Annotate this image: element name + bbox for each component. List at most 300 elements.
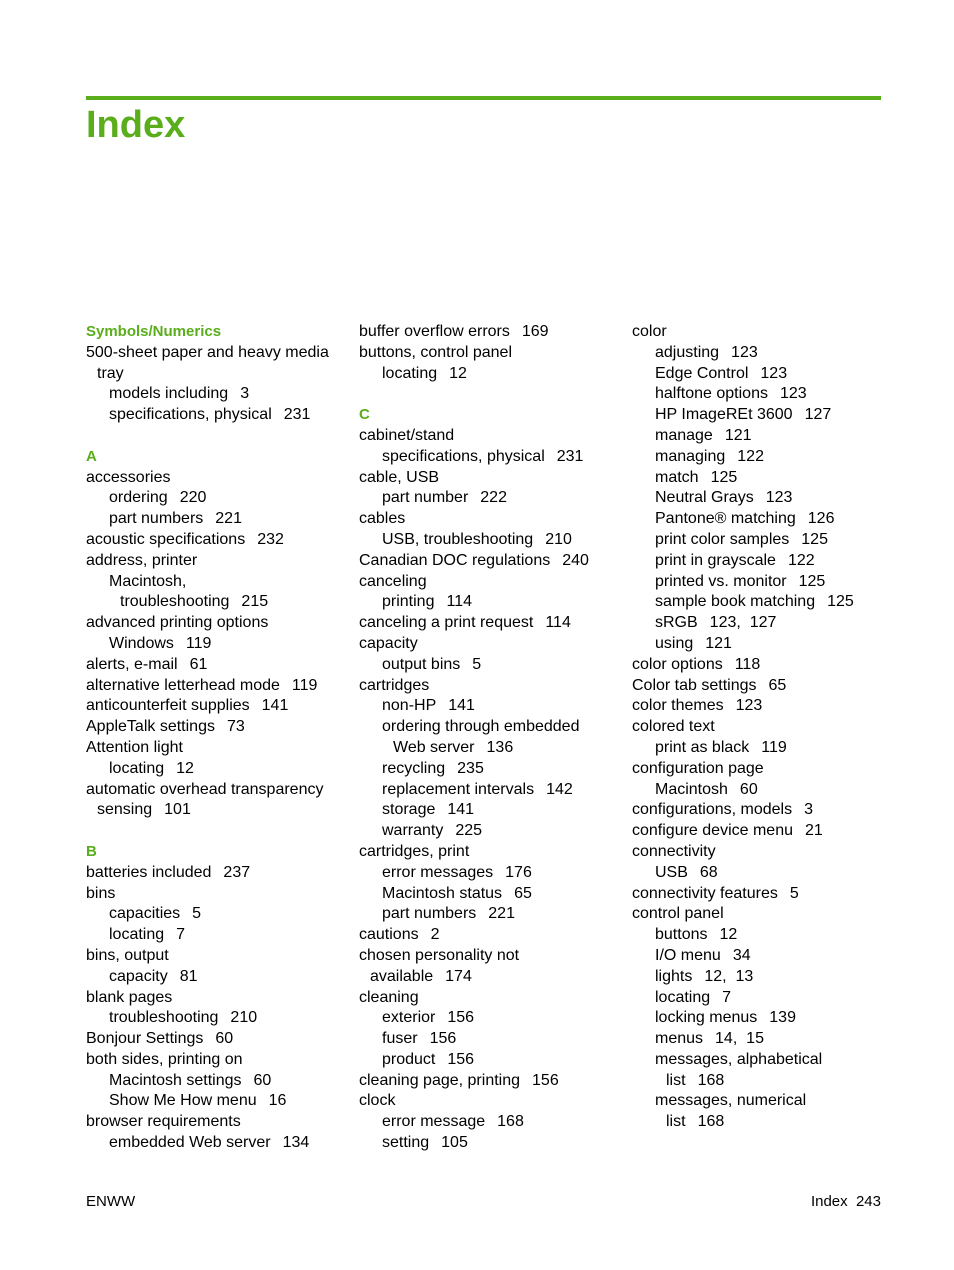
index-entry <box>632 904 894 925</box>
index-entry <box>86 530 348 551</box>
index-entry <box>632 800 894 821</box>
index-subentry <box>632 634 894 655</box>
index-term: batteries included <box>86 863 212 881</box>
index-entry <box>86 863 348 884</box>
index-entry <box>632 759 894 780</box>
index-section-heading: A <box>86 447 97 465</box>
index-term: messages, numerical <box>655 1092 807 1110</box>
index-term: error message <box>382 1113 486 1131</box>
index-term: HP ImageREt 3600 <box>655 406 793 424</box>
index-term: using <box>655 634 694 652</box>
footer-left: ENWW <box>86 1193 136 1210</box>
page-reference[interactable]: 12 <box>449 364 467 382</box>
page-reference[interactable]: 60 <box>739 780 758 798</box>
page-reference[interactable]: 176 <box>505 863 532 881</box>
index-column-1 <box>86 322 348 1154</box>
index-subentry <box>359 863 621 884</box>
index-term: colored text <box>632 718 715 736</box>
index-term: storage <box>382 801 436 819</box>
index-term: buttons, control panel <box>359 343 512 361</box>
index-term: bins, output <box>86 946 169 964</box>
page-reference[interactable]: 12 <box>176 759 194 777</box>
page-reference[interactable]: 174 <box>445 967 472 985</box>
index-subentry <box>632 447 894 468</box>
index-entry <box>359 343 621 364</box>
index-term: part numbers <box>382 905 477 923</box>
page-reference[interactable]: 240 <box>562 551 589 569</box>
index-entry <box>359 509 621 530</box>
page-reference[interactable]: 121 <box>705 634 732 652</box>
index-entry <box>86 696 348 717</box>
index-term: printing <box>382 593 435 611</box>
page-reference[interactable]: 118 <box>734 655 761 673</box>
page-reference[interactable]: 231 <box>283 406 311 424</box>
index-term: part numbers <box>109 510 204 528</box>
index-subentry <box>359 738 621 759</box>
index-term: tray <box>97 364 124 382</box>
page-reference[interactable]: 125 <box>710 468 738 486</box>
index-subentry <box>359 780 621 801</box>
page-reference[interactable]: 141 <box>447 801 475 819</box>
index-term: cleaning page, printing <box>359 1071 521 1089</box>
page-reference[interactable]: 156 <box>429 1030 457 1048</box>
index-subentry <box>632 509 894 530</box>
index-entry <box>632 884 894 905</box>
index-term: I/O menu <box>655 946 721 964</box>
index-term: buttons <box>655 926 708 944</box>
index-entry <box>359 946 621 967</box>
page-reference[interactable]: 221 <box>488 905 515 923</box>
index-term: ordering through embedded <box>382 718 580 736</box>
index-entry <box>359 676 621 697</box>
page-reference[interactable]: 168 <box>497 1113 524 1131</box>
page-reference[interactable]: 221 <box>215 510 242 528</box>
index-term: Canadian DOC regulations <box>359 551 551 569</box>
index-subentry <box>359 1050 621 1071</box>
index-term: error messages <box>382 863 494 881</box>
index-subentry <box>359 800 621 821</box>
page-reference[interactable]: 125 <box>827 593 854 611</box>
index-entry <box>632 717 894 738</box>
index-subentry <box>359 447 621 468</box>
index-entry <box>86 343 348 364</box>
index-term: warranty <box>382 822 444 840</box>
index-subentry <box>359 1112 621 1133</box>
index-term: color options <box>632 655 723 673</box>
page-reference[interactable]: 65 <box>768 676 787 694</box>
index-term: cable, USB <box>359 468 440 486</box>
index-term: Show Me How menu <box>109 1092 257 1110</box>
page-reference[interactable]: 142 <box>546 780 573 798</box>
index-term: USB, troubleshooting <box>382 530 534 548</box>
page-reference[interactable]: 21 <box>804 822 823 840</box>
page-reference[interactable]: 168 <box>697 1071 725 1089</box>
page-reference[interactable]: 125 <box>798 572 826 590</box>
index-term: print in grayscale <box>655 551 776 569</box>
index-term: sRGB <box>655 614 698 632</box>
index-term: bins <box>86 884 116 902</box>
page-reference[interactable]: 61 <box>189 655 208 673</box>
index-subentry <box>359 530 621 551</box>
page-reference[interactable]: 73 <box>226 718 245 736</box>
page-reference[interactable]: 232 <box>257 530 284 548</box>
index-term: cabinet/stand <box>359 426 455 444</box>
index-entry <box>359 1091 621 1112</box>
index-entry <box>86 780 348 801</box>
index-section-heading: B <box>86 842 97 860</box>
index-term: locating <box>382 364 438 382</box>
index-subentry <box>359 592 621 613</box>
page-reference[interactable]: 3 <box>804 801 813 819</box>
page-reference[interactable]: 156 <box>447 1050 475 1068</box>
index-term: browser requirements <box>86 1113 241 1131</box>
page-reference[interactable]: 114 <box>446 593 472 611</box>
index-term: printed vs. monitor <box>655 572 787 590</box>
index-subentry <box>359 1133 621 1154</box>
index-term: specifications, physical <box>109 406 272 424</box>
index-term: embedded Web server <box>109 1134 271 1152</box>
index-term: configure device menu <box>632 822 793 840</box>
page-reference[interactable]: 141 <box>261 697 289 715</box>
index-entry <box>86 946 348 967</box>
index-term: recycling <box>382 759 446 777</box>
index-term: non-HP <box>382 697 437 715</box>
index-term: setting <box>382 1134 430 1152</box>
index-term: models including <box>109 385 229 403</box>
index-entry <box>86 551 348 572</box>
section-spacer <box>359 384 621 405</box>
index-term: troubleshooting <box>120 593 230 611</box>
index-term: halftone options <box>655 385 768 403</box>
page-reference[interactable]: 5 <box>789 884 799 902</box>
index-column-2 <box>359 322 621 1154</box>
page-reference[interactable]: 141 <box>448 697 475 715</box>
index-subentry <box>632 592 894 613</box>
page-reference[interactable]: 12, 13 <box>704 967 754 985</box>
index-entry <box>632 821 894 842</box>
index-term: Edge Control <box>655 364 749 382</box>
index-entry <box>86 364 348 385</box>
index-term: connectivity <box>632 842 716 860</box>
index-entry <box>359 322 621 343</box>
index-term: Bonjour Settings <box>86 1030 204 1048</box>
index-entry <box>86 800 348 821</box>
index-term: AppleTalk settings <box>86 718 215 736</box>
index-subentry <box>359 904 621 925</box>
page-title: Index <box>86 104 186 146</box>
index-subentry <box>359 655 621 676</box>
page-reference[interactable]: 119 <box>291 676 318 694</box>
index-term: exterior <box>382 1009 436 1027</box>
index-term: Web server <box>393 738 475 756</box>
index-entry <box>632 322 894 343</box>
index-subentry <box>359 696 621 717</box>
index-term: control panel <box>632 905 724 923</box>
index-subentry <box>86 1071 348 1092</box>
page-reference[interactable]: 139 <box>769 1009 796 1027</box>
page-reference[interactable]: 34 <box>732 946 751 964</box>
page-reference[interactable]: 215 <box>241 593 269 611</box>
index-entry <box>359 967 621 988</box>
index-term: manage <box>655 426 713 444</box>
index-subentry <box>359 1008 621 1029</box>
index-entry <box>86 676 348 697</box>
index-term: output bins <box>382 655 461 673</box>
index-subentry <box>632 1091 894 1112</box>
index-section-heading: Symbols/Numerics <box>86 323 222 340</box>
page-reference[interactable]: 12 <box>719 926 738 944</box>
index-subentry <box>632 343 894 364</box>
index-subentry <box>86 509 348 530</box>
page-reference[interactable]: 119 <box>185 634 212 652</box>
page-reference[interactable]: 123 <box>779 385 807 403</box>
index-term: Color tab settings <box>632 676 757 694</box>
page-reference[interactable]: 7 <box>722 988 732 1006</box>
page-reference[interactable]: 156 <box>447 1009 475 1027</box>
page-reference[interactable]: 231 <box>556 447 584 465</box>
index-term: managing <box>655 447 726 465</box>
index-term: fuser <box>382 1030 418 1048</box>
index-subentry <box>632 1029 894 1050</box>
page-reference[interactable]: 123, 127 <box>709 614 777 632</box>
index-term: cleaning <box>359 988 419 1006</box>
index-subentry <box>86 1091 348 1112</box>
page-reference[interactable]: 7 <box>176 926 186 944</box>
index-term: Pantone® matching <box>655 510 796 528</box>
index-subentry <box>86 572 348 593</box>
index-subentry <box>632 468 894 489</box>
index-section-heading: C <box>359 406 370 424</box>
index-term: address, printer <box>86 551 198 569</box>
page-reference[interactable]: 210 <box>230 1009 258 1027</box>
page-reference[interactable]: 123 <box>765 489 793 507</box>
index-entry <box>359 613 621 634</box>
section-spacer <box>86 821 348 842</box>
index-term: locating <box>109 759 165 777</box>
section-spacer <box>86 426 348 447</box>
index-term: configuration page <box>632 759 764 777</box>
index-term: 500-sheet paper and heavy media <box>86 343 329 361</box>
page-reference[interactable]: 121 <box>724 426 752 444</box>
index-term: Macintosh status <box>382 884 503 902</box>
page-reference[interactable]: 169 <box>521 323 549 340</box>
page-reference[interactable]: 16 <box>268 1092 287 1110</box>
page-reference[interactable]: 2 <box>430 926 440 944</box>
index-term: locating <box>655 988 711 1006</box>
index-term: USB <box>655 863 688 881</box>
page-reference[interactable]: 235 <box>457 759 484 777</box>
index-subentry <box>632 738 894 759</box>
index-subentry <box>359 821 621 842</box>
page-reference[interactable]: 136 <box>486 738 514 756</box>
page-reference[interactable]: 101 <box>164 801 191 819</box>
index-subentry <box>632 925 894 946</box>
page-reference[interactable]: 68 <box>699 863 718 881</box>
page-reference[interactable]: 126 <box>807 510 835 528</box>
index-term: clock <box>359 1092 396 1110</box>
index-subentry <box>359 488 621 509</box>
index-term: buffer overflow errors <box>359 323 510 340</box>
index-term: automatic overhead transparency <box>86 780 324 798</box>
index-entry <box>359 426 621 447</box>
index-subentry <box>86 759 348 780</box>
index-subentry <box>632 1050 894 1071</box>
page-reference[interactable]: 123 <box>735 697 763 715</box>
index-entry <box>359 842 621 863</box>
page-reference[interactable]: 222 <box>480 489 507 507</box>
page-reference[interactable]: 60 <box>215 1030 234 1048</box>
index-term: available <box>370 967 434 985</box>
index-subentry <box>359 884 621 905</box>
index-term: locating <box>109 926 165 944</box>
index-subentry <box>632 1112 894 1133</box>
page-reference[interactable]: 3 <box>240 385 250 403</box>
index-entry <box>86 655 348 676</box>
page-reference[interactable]: 105 <box>441 1134 468 1152</box>
index-term: menus <box>655 1030 704 1048</box>
index-subentry <box>632 405 894 426</box>
index-term: cartridges <box>359 676 430 694</box>
index-subentry <box>86 592 348 613</box>
index-entry <box>86 1050 348 1071</box>
page-reference[interactable]: 114 <box>545 614 571 632</box>
page-reference[interactable]: 122 <box>787 551 815 569</box>
index-subentry <box>632 780 894 801</box>
index-subentry <box>86 1008 348 1029</box>
page-reference[interactable]: 122 <box>737 447 764 465</box>
index-subentry <box>632 967 894 988</box>
page-reference[interactable]: 60 <box>253 1071 272 1089</box>
page-reference[interactable]: 156 <box>532 1071 559 1089</box>
page-reference[interactable]: 123 <box>731 343 758 361</box>
index-subentry <box>632 488 894 509</box>
index-subentry <box>632 384 894 405</box>
index-term: match <box>655 468 699 486</box>
index-subentry <box>86 405 348 426</box>
index-entry <box>359 468 621 489</box>
page-reference[interactable]: 5 <box>472 655 482 673</box>
footer-page-label: Index 243 <box>810 1193 881 1210</box>
index-subentry <box>359 364 621 385</box>
index-subentry <box>86 634 348 655</box>
index-entry <box>359 925 621 946</box>
index-term: specifications, physical <box>382 447 545 465</box>
index-term: both sides, printing on <box>86 1050 243 1068</box>
index-term: Macintosh settings <box>109 1071 242 1089</box>
index-term: canceling <box>359 572 427 590</box>
index-subentry <box>632 988 894 1009</box>
page-reference[interactable]: 127 <box>804 406 832 424</box>
index-entry <box>86 717 348 738</box>
index-term: color themes <box>632 697 724 715</box>
page-reference[interactable]: 123 <box>760 364 788 382</box>
page-reference[interactable]: 125 <box>801 530 828 548</box>
page-reference[interactable]: 5 <box>192 905 202 923</box>
index-subentry <box>632 1071 894 1092</box>
index-subentry <box>632 426 894 447</box>
index-term: alerts, e-mail <box>86 655 178 673</box>
index-entry <box>632 655 894 676</box>
index-subentry <box>359 717 621 738</box>
index-term: Neutral Grays <box>655 489 754 507</box>
index-entry <box>359 988 621 1009</box>
index-term: capacities <box>109 905 181 923</box>
index-term: color <box>632 323 667 340</box>
index-term: print color samples <box>655 530 790 548</box>
index-subentry <box>86 488 348 509</box>
index-term: capacity <box>109 967 168 985</box>
index-entry <box>359 634 621 655</box>
page-reference[interactable]: 119 <box>761 738 787 756</box>
index-term: product <box>382 1050 436 1068</box>
index-subentry <box>86 904 348 925</box>
index-column-3 <box>632 322 894 1133</box>
page-reference[interactable]: 225 <box>455 822 483 840</box>
index-entry <box>86 988 348 1009</box>
index-term: Macintosh, <box>109 572 187 590</box>
page-reference[interactable]: 81 <box>179 967 198 985</box>
index-term: sensing <box>97 801 153 819</box>
index-subentry <box>359 759 621 780</box>
index-term: configurations, models <box>632 801 793 819</box>
page-reference[interactable]: 14, 15 <box>715 1030 764 1048</box>
index-term: locking menus <box>655 1009 758 1027</box>
index-term: list <box>666 1071 686 1089</box>
index-subentry <box>632 1008 894 1029</box>
index-term: cautions <box>359 926 419 944</box>
index-term: troubleshooting <box>109 1009 219 1027</box>
index-entry <box>632 842 894 863</box>
page-reference[interactable]: 168 <box>697 1113 725 1131</box>
index-subentry <box>632 613 894 634</box>
index-term: accessories <box>86 468 171 486</box>
index-term: Attention light <box>86 738 183 756</box>
index-entry <box>86 738 348 759</box>
index-term: cables <box>359 510 406 528</box>
index-term: Windows <box>109 634 174 652</box>
index-entry <box>359 551 621 572</box>
index-entry <box>632 676 894 697</box>
index-entry <box>86 1029 348 1050</box>
index-term: lights <box>655 967 693 985</box>
index-term: adjusting <box>655 343 720 361</box>
index-entry <box>86 468 348 489</box>
page-reference[interactable]: 65 <box>514 884 532 902</box>
index-subentry <box>86 1133 348 1154</box>
page-reference[interactable]: 210 <box>545 530 572 548</box>
index-term: anticounterfeit supplies <box>86 697 250 715</box>
index-entry <box>359 1071 621 1092</box>
index-term: alternative letterhead mode <box>86 676 280 694</box>
index-entry <box>86 884 348 905</box>
index-term: canceling a print request <box>359 614 534 632</box>
index-term: replacement intervals <box>382 780 535 798</box>
index-term: chosen personality not <box>359 946 520 964</box>
index-term: print as black <box>655 738 750 756</box>
page-reference[interactable]: 134 <box>282 1134 310 1152</box>
index-term: cartridges, print <box>359 842 470 860</box>
index-subentry <box>632 863 894 884</box>
index-entry <box>632 696 894 717</box>
page-reference[interactable]: 220 <box>179 489 207 507</box>
index-subentry <box>359 1029 621 1050</box>
index-subentry <box>86 925 348 946</box>
index-term: messages, alphabetical <box>655 1050 823 1068</box>
index-term: sample book matching <box>655 593 816 611</box>
page-reference[interactable]: 237 <box>223 863 251 881</box>
index-term: list <box>666 1113 686 1131</box>
index-subentry <box>632 551 894 572</box>
